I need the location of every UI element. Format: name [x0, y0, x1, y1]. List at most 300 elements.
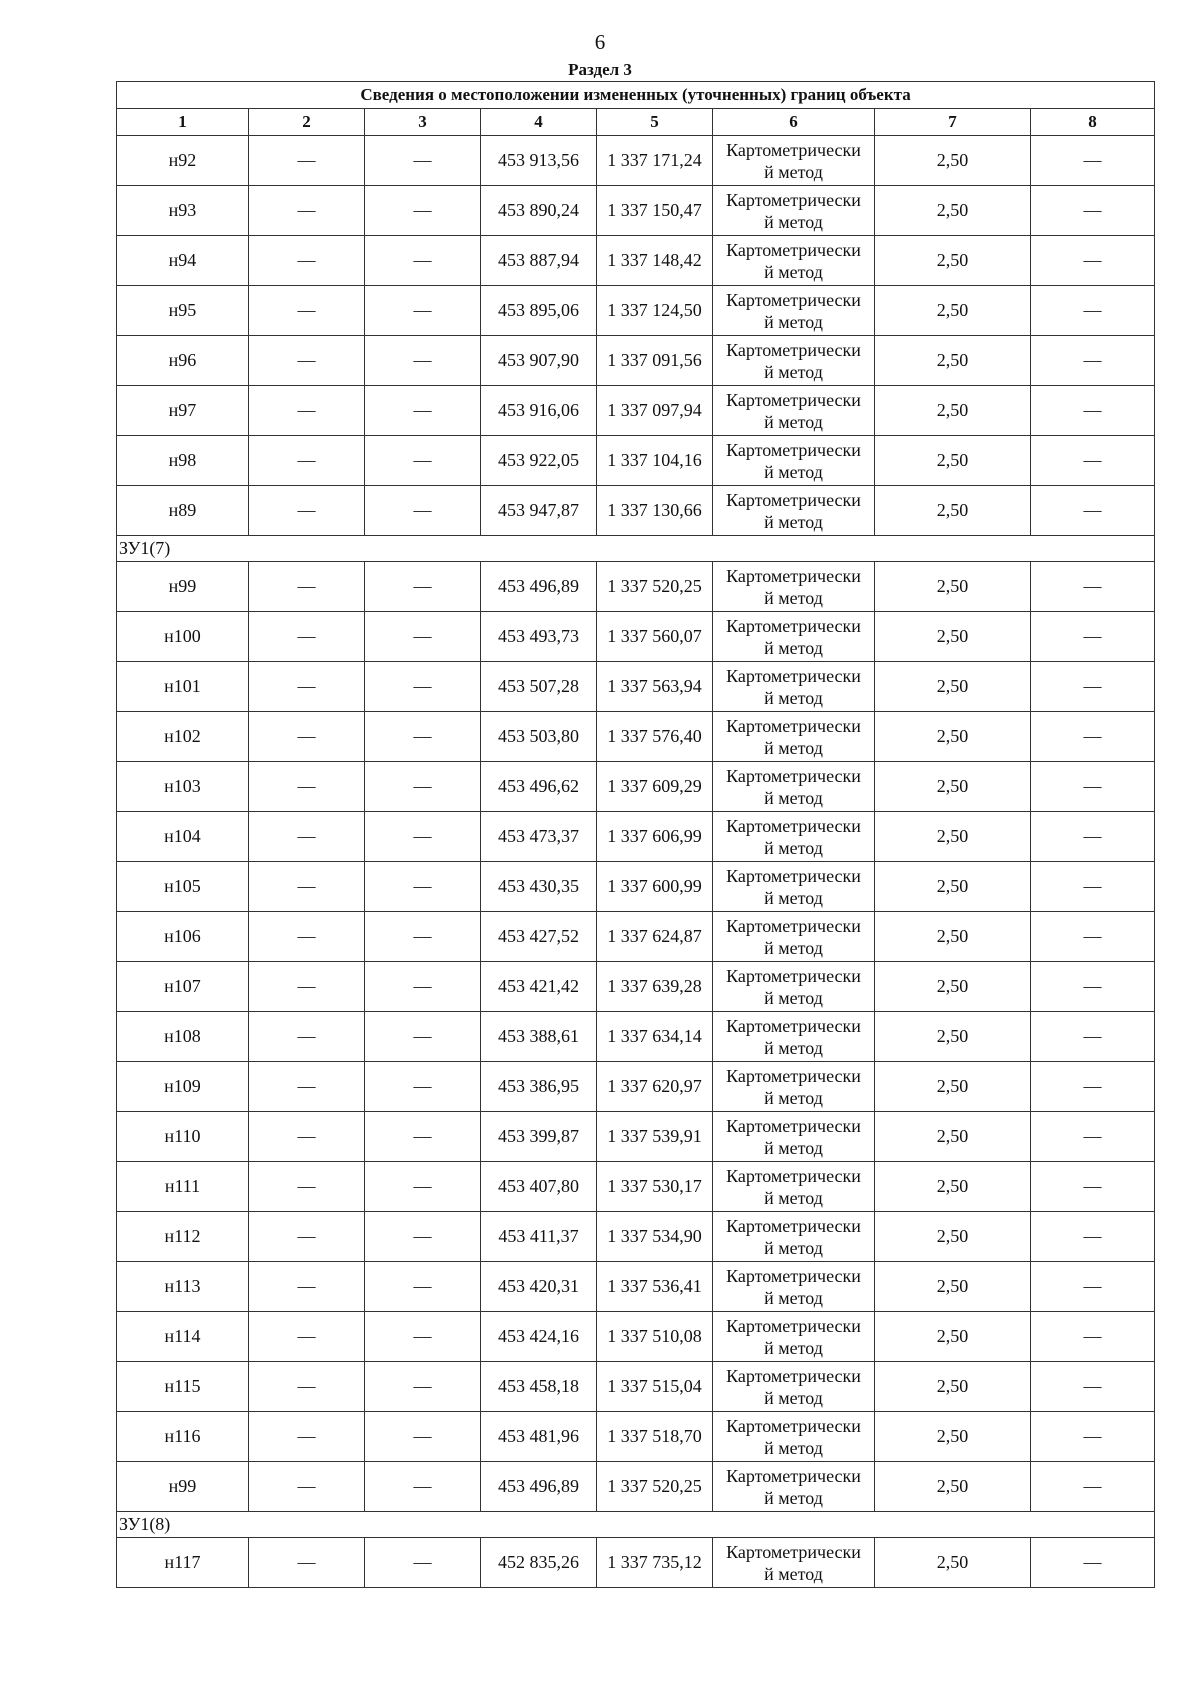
- method-cell: [713, 562, 875, 612]
- col8-cell: —: [1031, 1462, 1155, 1512]
- point-name-cell: н110: [117, 1112, 249, 1162]
- y-coordinate-cell: 1 337 606,99: [597, 812, 713, 862]
- method-line-2: й метод: [764, 787, 823, 808]
- accuracy-cell: 2,50: [875, 1462, 1031, 1512]
- accuracy-cell: 2,50: [875, 1062, 1031, 1112]
- method-line-1: Картометрически: [726, 339, 861, 360]
- x-coordinate-cell: 453 473,37: [481, 812, 597, 862]
- x-coordinate-cell: 453 916,06: [481, 386, 597, 436]
- method-line-2: й метод: [764, 1287, 823, 1308]
- method-line-2: й метод: [764, 737, 823, 758]
- y-coordinate-cell: 1 337 124,50: [597, 286, 713, 336]
- boundary-table: [116, 81, 1155, 1588]
- col3-cell: —: [365, 812, 481, 862]
- method-cell: [713, 1362, 875, 1412]
- col3-cell: —: [365, 336, 481, 386]
- col2-cell: —: [249, 912, 365, 962]
- method-line-1: Картометрически: [726, 615, 861, 636]
- point-name-cell: н99: [117, 1462, 249, 1512]
- table-row: [117, 336, 1155, 386]
- col3-cell: —: [365, 962, 481, 1012]
- col3-cell: —: [365, 612, 481, 662]
- method-line-1: Картометрически: [726, 665, 861, 686]
- y-coordinate-cell: 1 337 536,41: [597, 1262, 713, 1312]
- col3-cell: —: [365, 1412, 481, 1462]
- column-number: 2: [249, 109, 365, 136]
- table-row: [117, 1412, 1155, 1462]
- method-line-1: Картометрически: [726, 289, 861, 310]
- y-coordinate-cell: 1 337 563,94: [597, 662, 713, 712]
- col3-cell: —: [365, 712, 481, 762]
- table-row: [117, 1362, 1155, 1412]
- table-row: [117, 612, 1155, 662]
- x-coordinate-cell: 453 493,73: [481, 612, 597, 662]
- x-coordinate-cell: 453 411,37: [481, 1212, 597, 1262]
- section-title: Раздел 3: [568, 60, 632, 79]
- method-line-2: й метод: [764, 1137, 823, 1158]
- method-line-2: й метод: [764, 837, 823, 858]
- col3-cell: —: [365, 662, 481, 712]
- col2-cell: —: [249, 436, 365, 486]
- method-cell: [713, 962, 875, 1012]
- method-cell: [713, 436, 875, 486]
- y-coordinate-cell: 1 337 539,91: [597, 1112, 713, 1162]
- col2-cell: —: [249, 336, 365, 386]
- x-coordinate-cell: 453 421,42: [481, 962, 597, 1012]
- point-name-cell: н112: [117, 1212, 249, 1262]
- col2-cell: —: [249, 1112, 365, 1162]
- point-name-cell: н105: [117, 862, 249, 912]
- method-cell: [713, 1012, 875, 1062]
- table-row: [117, 962, 1155, 1012]
- col8-cell: —: [1031, 386, 1155, 436]
- method-line-1: Картометрически: [726, 965, 861, 986]
- column-number: 8: [1031, 109, 1155, 136]
- table-row: [117, 1062, 1155, 1112]
- x-coordinate-cell: 453 503,80: [481, 712, 597, 762]
- col8-cell: —: [1031, 1312, 1155, 1362]
- col3-cell: —: [365, 1362, 481, 1412]
- column-number: 3: [365, 109, 481, 136]
- column-number: 7: [875, 109, 1031, 136]
- group-row: [117, 1512, 1155, 1538]
- point-name-cell: н111: [117, 1162, 249, 1212]
- x-coordinate-cell: 453 496,89: [481, 562, 597, 612]
- y-coordinate-cell: 1 337 150,47: [597, 186, 713, 236]
- x-coordinate-cell: 453 386,95: [481, 1062, 597, 1112]
- x-coordinate-cell: 453 887,94: [481, 236, 597, 286]
- method-line-2: й метод: [764, 511, 823, 532]
- method-line-2: й метод: [764, 1437, 823, 1458]
- accuracy-cell: 2,50: [875, 1538, 1031, 1588]
- method-line-1: Картометрически: [726, 715, 861, 736]
- table-row: [117, 236, 1155, 286]
- method-line-1: Картометрически: [726, 439, 861, 460]
- table-row: [117, 862, 1155, 912]
- col8-cell: —: [1031, 1412, 1155, 1462]
- x-coordinate-cell: 453 420,31: [481, 1262, 597, 1312]
- accuracy-cell: 2,50: [875, 1162, 1031, 1212]
- method-cell: [713, 612, 875, 662]
- y-coordinate-cell: 1 337 518,70: [597, 1412, 713, 1462]
- table-row: [117, 1012, 1155, 1062]
- method-line-1: Картометрически: [726, 1365, 861, 1386]
- col2-cell: —: [249, 762, 365, 812]
- method-line-1: Картометрически: [726, 389, 861, 410]
- x-coordinate-cell: 453 388,61: [481, 1012, 597, 1062]
- accuracy-cell: 2,50: [875, 136, 1031, 186]
- accuracy-cell: 2,50: [875, 236, 1031, 286]
- column-number-row: [117, 109, 1155, 136]
- x-coordinate-cell: 453 913,56: [481, 136, 597, 186]
- table-row: [117, 386, 1155, 436]
- method-line-1: Картометрически: [726, 489, 861, 510]
- col3-cell: —: [365, 486, 481, 536]
- col3-cell: —: [365, 1162, 481, 1212]
- col2-cell: —: [249, 186, 365, 236]
- table-row: [117, 712, 1155, 762]
- group-label: ЗУ1(7): [117, 536, 1155, 562]
- method-line-2: й метод: [764, 987, 823, 1008]
- col2-cell: —: [249, 1462, 365, 1512]
- accuracy-cell: 2,50: [875, 1112, 1031, 1162]
- accuracy-cell: 2,50: [875, 662, 1031, 712]
- col3-cell: —: [365, 1538, 481, 1588]
- method-line-2: й метод: [764, 587, 823, 608]
- col3-cell: —: [365, 436, 481, 486]
- y-coordinate-cell: 1 337 520,25: [597, 1462, 713, 1512]
- col8-cell: —: [1031, 1538, 1155, 1588]
- point-name-cell: н100: [117, 612, 249, 662]
- accuracy-cell: 2,50: [875, 1412, 1031, 1462]
- col8-cell: —: [1031, 612, 1155, 662]
- point-name-cell: н104: [117, 812, 249, 862]
- method-cell: [713, 286, 875, 336]
- y-coordinate-cell: 1 337 530,17: [597, 1162, 713, 1212]
- x-coordinate-cell: 453 427,52: [481, 912, 597, 962]
- y-coordinate-cell: 1 337 510,08: [597, 1312, 713, 1362]
- table-row: [117, 186, 1155, 236]
- table-row: [117, 486, 1155, 536]
- method-line-1: Картометрически: [726, 1215, 861, 1236]
- point-name-cell: н117: [117, 1538, 249, 1588]
- col3-cell: —: [365, 562, 481, 612]
- table-row: [117, 1112, 1155, 1162]
- method-line-2: й метод: [764, 1237, 823, 1258]
- method-line-1: Картометрически: [726, 1115, 861, 1136]
- col3-cell: —: [365, 236, 481, 286]
- point-name-cell: н116: [117, 1412, 249, 1462]
- method-cell: [713, 336, 875, 386]
- x-coordinate-cell: 453 424,16: [481, 1312, 597, 1362]
- point-name-cell: н101: [117, 662, 249, 712]
- point-name-cell: н115: [117, 1362, 249, 1412]
- table-row: [117, 1162, 1155, 1212]
- col8-cell: —: [1031, 562, 1155, 612]
- method-cell: [713, 486, 875, 536]
- col3-cell: —: [365, 186, 481, 236]
- table-row: [117, 1462, 1155, 1512]
- accuracy-cell: 2,50: [875, 812, 1031, 862]
- col2-cell: —: [249, 236, 365, 286]
- y-coordinate-cell: 1 337 560,07: [597, 612, 713, 662]
- y-coordinate-cell: 1 337 104,16: [597, 436, 713, 486]
- method-line-2: й метод: [764, 637, 823, 658]
- point-name-cell: н109: [117, 1062, 249, 1112]
- method-cell: [713, 1412, 875, 1462]
- y-coordinate-cell: 1 337 171,24: [597, 136, 713, 186]
- method-line-2: й метод: [764, 1487, 823, 1508]
- col3-cell: —: [365, 386, 481, 436]
- col3-cell: —: [365, 1012, 481, 1062]
- column-number: 6: [713, 109, 875, 136]
- y-coordinate-cell: 1 337 620,97: [597, 1062, 713, 1112]
- col2-cell: —: [249, 1538, 365, 1588]
- method-cell: [713, 862, 875, 912]
- table-row: [117, 812, 1155, 862]
- method-line-1: Картометрически: [726, 1465, 861, 1486]
- method-cell: [713, 662, 875, 712]
- method-cell: [713, 1538, 875, 1588]
- col8-cell: —: [1031, 912, 1155, 962]
- col2-cell: —: [249, 862, 365, 912]
- method-line-2: й метод: [764, 1087, 823, 1108]
- col3-cell: —: [365, 1312, 481, 1362]
- y-coordinate-cell: 1 337 576,40: [597, 712, 713, 762]
- col2-cell: —: [249, 1162, 365, 1212]
- col8-cell: —: [1031, 236, 1155, 286]
- col8-cell: —: [1031, 962, 1155, 1012]
- col8-cell: —: [1031, 286, 1155, 336]
- accuracy-cell: 2,50: [875, 762, 1031, 812]
- point-name-cell: н93: [117, 186, 249, 236]
- y-coordinate-cell: 1 337 600,99: [597, 862, 713, 912]
- table-row: [117, 662, 1155, 712]
- y-coordinate-cell: 1 337 148,42: [597, 236, 713, 286]
- method-line-1: Картометрически: [726, 139, 861, 160]
- table-caption: Сведения о местоположении измененных (уточненных) границ объекта: [117, 82, 1155, 109]
- y-coordinate-cell: 1 337 515,04: [597, 1362, 713, 1412]
- point-name-cell: н89: [117, 486, 249, 536]
- method-cell: [713, 912, 875, 962]
- x-coordinate-cell: 453 496,62: [481, 762, 597, 812]
- method-line-1: Картометрически: [726, 1415, 861, 1436]
- method-line-2: й метод: [764, 687, 823, 708]
- col2-cell: —: [249, 1062, 365, 1112]
- group-label: ЗУ1(8): [117, 1512, 1155, 1538]
- method-cell: [713, 1212, 875, 1262]
- method-line-2: й метод: [764, 1563, 823, 1584]
- col2-cell: —: [249, 1412, 365, 1462]
- accuracy-cell: 2,50: [875, 286, 1031, 336]
- col8-cell: —: [1031, 812, 1155, 862]
- table-caption-row: [117, 82, 1155, 109]
- column-number: 5: [597, 109, 713, 136]
- col8-cell: —: [1031, 1262, 1155, 1312]
- point-name-cell: н97: [117, 386, 249, 436]
- method-line-2: й метод: [764, 361, 823, 382]
- table-row: [117, 1212, 1155, 1262]
- point-name-cell: н95: [117, 286, 249, 336]
- column-number: 4: [481, 109, 597, 136]
- col2-cell: —: [249, 286, 365, 336]
- accuracy-cell: 2,50: [875, 1262, 1031, 1312]
- col3-cell: —: [365, 1112, 481, 1162]
- col8-cell: —: [1031, 1062, 1155, 1112]
- table-row: [117, 912, 1155, 962]
- col2-cell: —: [249, 562, 365, 612]
- col8-cell: —: [1031, 186, 1155, 236]
- x-coordinate-cell: 453 895,06: [481, 286, 597, 336]
- method-line-1: Картометрически: [726, 1315, 861, 1336]
- method-line-2: й метод: [764, 1337, 823, 1358]
- accuracy-cell: 2,50: [875, 336, 1031, 386]
- col2-cell: —: [249, 812, 365, 862]
- col8-cell: —: [1031, 1112, 1155, 1162]
- method-line-2: й метод: [764, 411, 823, 432]
- col8-cell: —: [1031, 336, 1155, 386]
- col2-cell: —: [249, 612, 365, 662]
- col8-cell: —: [1031, 1212, 1155, 1262]
- method-line-1: Картометрически: [726, 1165, 861, 1186]
- method-line-2: й метод: [764, 937, 823, 958]
- table-body: [117, 136, 1155, 1588]
- accuracy-cell: 2,50: [875, 436, 1031, 486]
- col2-cell: —: [249, 1012, 365, 1062]
- col8-cell: —: [1031, 712, 1155, 762]
- method-line-1: Картометрически: [726, 765, 861, 786]
- point-name-cell: н107: [117, 962, 249, 1012]
- point-name-cell: н92: [117, 136, 249, 186]
- column-number: 1: [117, 109, 249, 136]
- method-cell: [713, 1112, 875, 1162]
- col3-cell: —: [365, 1462, 481, 1512]
- method-line-2: й метод: [764, 311, 823, 332]
- method-line-1: Картометрически: [726, 865, 861, 886]
- method-cell: [713, 1462, 875, 1512]
- accuracy-cell: 2,50: [875, 712, 1031, 762]
- table-row: [117, 762, 1155, 812]
- method-line-1: Картометрически: [726, 1065, 861, 1086]
- col2-cell: —: [249, 662, 365, 712]
- x-coordinate-cell: 452 835,26: [481, 1538, 597, 1588]
- accuracy-cell: 2,50: [875, 1362, 1031, 1412]
- accuracy-cell: 2,50: [875, 486, 1031, 536]
- method-line-1: Картометрически: [726, 565, 861, 586]
- method-line-1: Картометрически: [726, 1265, 861, 1286]
- method-cell: [713, 1262, 875, 1312]
- method-line-1: Картометрически: [726, 915, 861, 936]
- col8-cell: —: [1031, 436, 1155, 486]
- method-cell: [713, 762, 875, 812]
- y-coordinate-cell: 1 337 097,94: [597, 386, 713, 436]
- col8-cell: —: [1031, 862, 1155, 912]
- table-row: [117, 1538, 1155, 1588]
- col8-cell: —: [1031, 662, 1155, 712]
- point-name-cell: н108: [117, 1012, 249, 1062]
- accuracy-cell: 2,50: [875, 186, 1031, 236]
- col2-cell: —: [249, 1362, 365, 1412]
- col3-cell: —: [365, 286, 481, 336]
- table-row: [117, 286, 1155, 336]
- page-number: 6: [594, 30, 606, 54]
- col2-cell: —: [249, 486, 365, 536]
- point-name-cell: н103: [117, 762, 249, 812]
- col3-cell: —: [365, 762, 481, 812]
- method-line-1: Картометрически: [726, 815, 861, 836]
- accuracy-cell: 2,50: [875, 386, 1031, 436]
- y-coordinate-cell: 1 337 609,29: [597, 762, 713, 812]
- table-row: [117, 436, 1155, 486]
- x-coordinate-cell: 453 407,80: [481, 1162, 597, 1212]
- point-name-cell: н94: [117, 236, 249, 286]
- method-line-2: й метод: [764, 161, 823, 182]
- method-line-2: й метод: [764, 211, 823, 232]
- method-cell: [713, 1062, 875, 1112]
- accuracy-cell: 2,50: [875, 912, 1031, 962]
- method-line-2: й метод: [764, 461, 823, 482]
- y-coordinate-cell: 1 337 735,12: [597, 1538, 713, 1588]
- point-name-cell: н106: [117, 912, 249, 962]
- x-coordinate-cell: 453 481,96: [481, 1412, 597, 1462]
- point-name-cell: н96: [117, 336, 249, 386]
- col8-cell: —: [1031, 136, 1155, 186]
- col3-cell: —: [365, 1062, 481, 1112]
- method-line-1: Картометрически: [726, 239, 861, 260]
- point-name-cell: н102: [117, 712, 249, 762]
- method-line-2: й метод: [764, 261, 823, 282]
- y-coordinate-cell: 1 337 534,90: [597, 1212, 713, 1262]
- col2-cell: —: [249, 1262, 365, 1312]
- col3-cell: —: [365, 1262, 481, 1312]
- method-line-2: й метод: [764, 1037, 823, 1058]
- point-name-cell: н99: [117, 562, 249, 612]
- y-coordinate-cell: 1 337 091,56: [597, 336, 713, 386]
- method-cell: [713, 712, 875, 762]
- y-coordinate-cell: 1 337 130,66: [597, 486, 713, 536]
- x-coordinate-cell: 453 907,90: [481, 336, 597, 386]
- method-cell: [713, 136, 875, 186]
- accuracy-cell: 2,50: [875, 1312, 1031, 1362]
- col2-cell: —: [249, 712, 365, 762]
- method-line-2: й метод: [764, 1187, 823, 1208]
- x-coordinate-cell: 453 890,24: [481, 186, 597, 236]
- x-coordinate-cell: 453 947,87: [481, 486, 597, 536]
- col3-cell: —: [365, 862, 481, 912]
- x-coordinate-cell: 453 507,28: [481, 662, 597, 712]
- group-row: [117, 536, 1155, 562]
- point-name-cell: н113: [117, 1262, 249, 1312]
- method-line-1: Картометрически: [726, 189, 861, 210]
- x-coordinate-cell: 453 458,18: [481, 1362, 597, 1412]
- col3-cell: —: [365, 136, 481, 186]
- y-coordinate-cell: 1 337 634,14: [597, 1012, 713, 1062]
- accuracy-cell: 2,50: [875, 562, 1031, 612]
- accuracy-cell: 2,50: [875, 962, 1031, 1012]
- col8-cell: —: [1031, 1162, 1155, 1212]
- table-row: [117, 136, 1155, 186]
- method-line-1: Картометрически: [726, 1541, 861, 1562]
- col3-cell: —: [365, 1212, 481, 1262]
- method-cell: [713, 186, 875, 236]
- col2-cell: —: [249, 1212, 365, 1262]
- x-coordinate-cell: 453 430,35: [481, 862, 597, 912]
- method-cell: [713, 236, 875, 286]
- col3-cell: —: [365, 912, 481, 962]
- col8-cell: —: [1031, 486, 1155, 536]
- method-line-1: Картометрически: [726, 1015, 861, 1036]
- accuracy-cell: 2,50: [875, 612, 1031, 662]
